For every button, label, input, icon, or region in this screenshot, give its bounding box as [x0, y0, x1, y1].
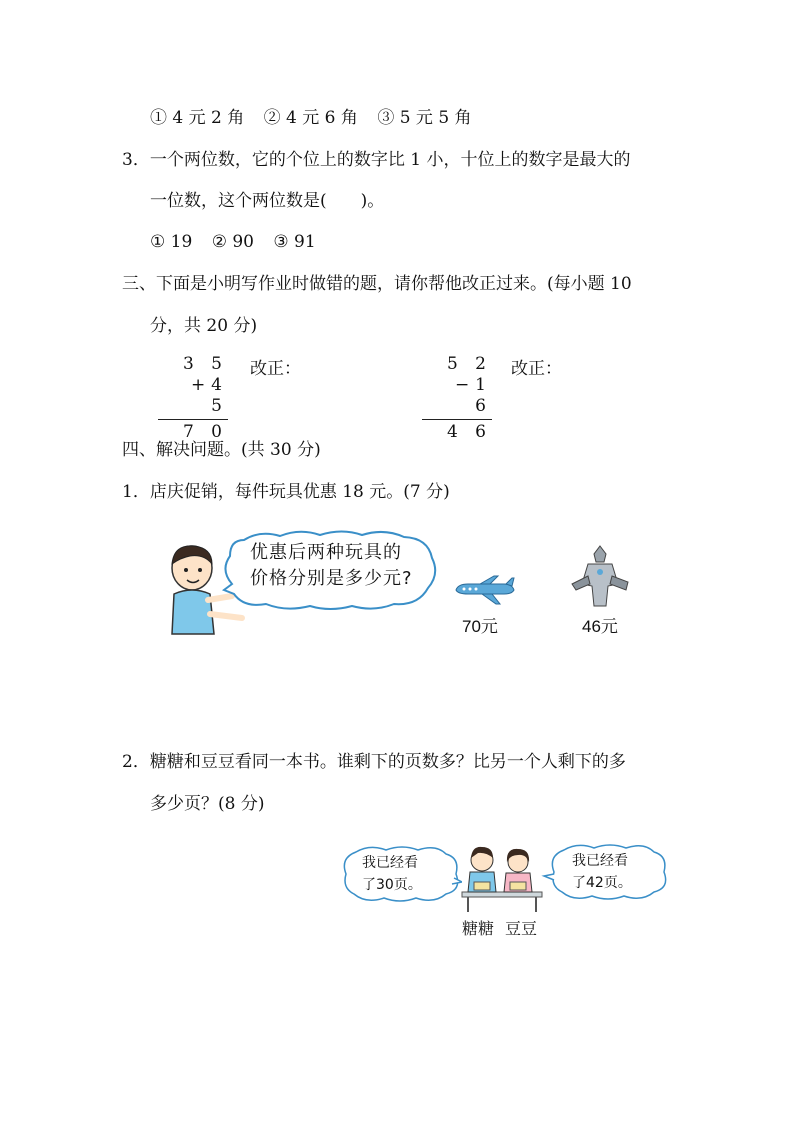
tangtang-line-1: 我已经看: [362, 855, 418, 871]
vertical-addition: [168, 354, 228, 443]
section4-title: 四、解决问题。(共 30 分): [122, 440, 321, 460]
q3-line-1: 3．一个两位数，它的个位上的数字比 1 小，十位上的数字是最大的: [122, 150, 631, 170]
q3-option-1: ① 19: [150, 232, 193, 252]
calc1-result: 7 0: [182, 422, 228, 442]
vertical-subtraction: [432, 354, 492, 443]
calc1-rule: [158, 419, 228, 420]
q2-option-3: ③ 5 元 5 角: [377, 108, 472, 128]
tangtang-bubble-text: [362, 852, 422, 896]
doudou-line-2: 了42页。: [572, 875, 632, 891]
airplane-price: 70元: [462, 617, 498, 636]
calc2-rule: [422, 419, 492, 420]
tangtang-line-2: 了30页。: [362, 877, 422, 893]
bubble-line-2: 价格分别是多少元?: [250, 568, 413, 589]
calc2-result: 4 6: [446, 422, 492, 442]
doudou-bubble-text: [572, 850, 632, 894]
problem1-text: 1．店庆促销，每件玩具优惠 18 元。(7 分): [122, 482, 450, 502]
airplane-toy-image: [452, 574, 516, 608]
q3-option-3: ③ 91: [273, 232, 316, 252]
problem2-line-1: 2．糖糖和豆豆看同一本书。谁剩下的页数多？比另一个人剩下的多: [122, 752, 626, 772]
calc2-correct-label: 改正：: [511, 359, 562, 379]
doudou-line-1: 我已经看: [572, 853, 628, 869]
calc1-top: 3 5: [182, 354, 228, 374]
q2-option-1: ① 4 元 2 角: [150, 108, 245, 128]
name-tangtang: 糖糖: [462, 919, 495, 938]
calc1-correct-label: 改正：: [250, 359, 301, 379]
q3-option-2: ② 90: [211, 232, 254, 252]
bubble-line-1: 优惠后两种玩具的: [250, 542, 402, 563]
calc2-top: 5 2: [446, 354, 492, 374]
name-doudou: 豆豆: [505, 919, 538, 938]
robot-toy-image: [568, 544, 632, 608]
q3-line-2: 一位数，这个两位数是( )。: [150, 191, 385, 211]
kids-reading-illustration: [460, 842, 544, 914]
q2-option-2: ② 4 元 6 角: [263, 108, 358, 128]
calc1-second: +4 5: [190, 375, 228, 416]
problem1-bubble-text: [250, 540, 413, 592]
q3-options: [150, 231, 330, 253]
problem2-line-2: 多少页？(8 分): [150, 794, 265, 814]
robot-price: 46元: [582, 617, 618, 636]
q2-options: [150, 107, 486, 129]
section3-line-2: 分，共 20 分): [150, 316, 258, 336]
section3-line-1: 三、下面是小明写作业时做错的题，请你帮他改正过来。(每小题 10: [122, 274, 632, 294]
calc2-second: −1 6: [454, 375, 492, 416]
